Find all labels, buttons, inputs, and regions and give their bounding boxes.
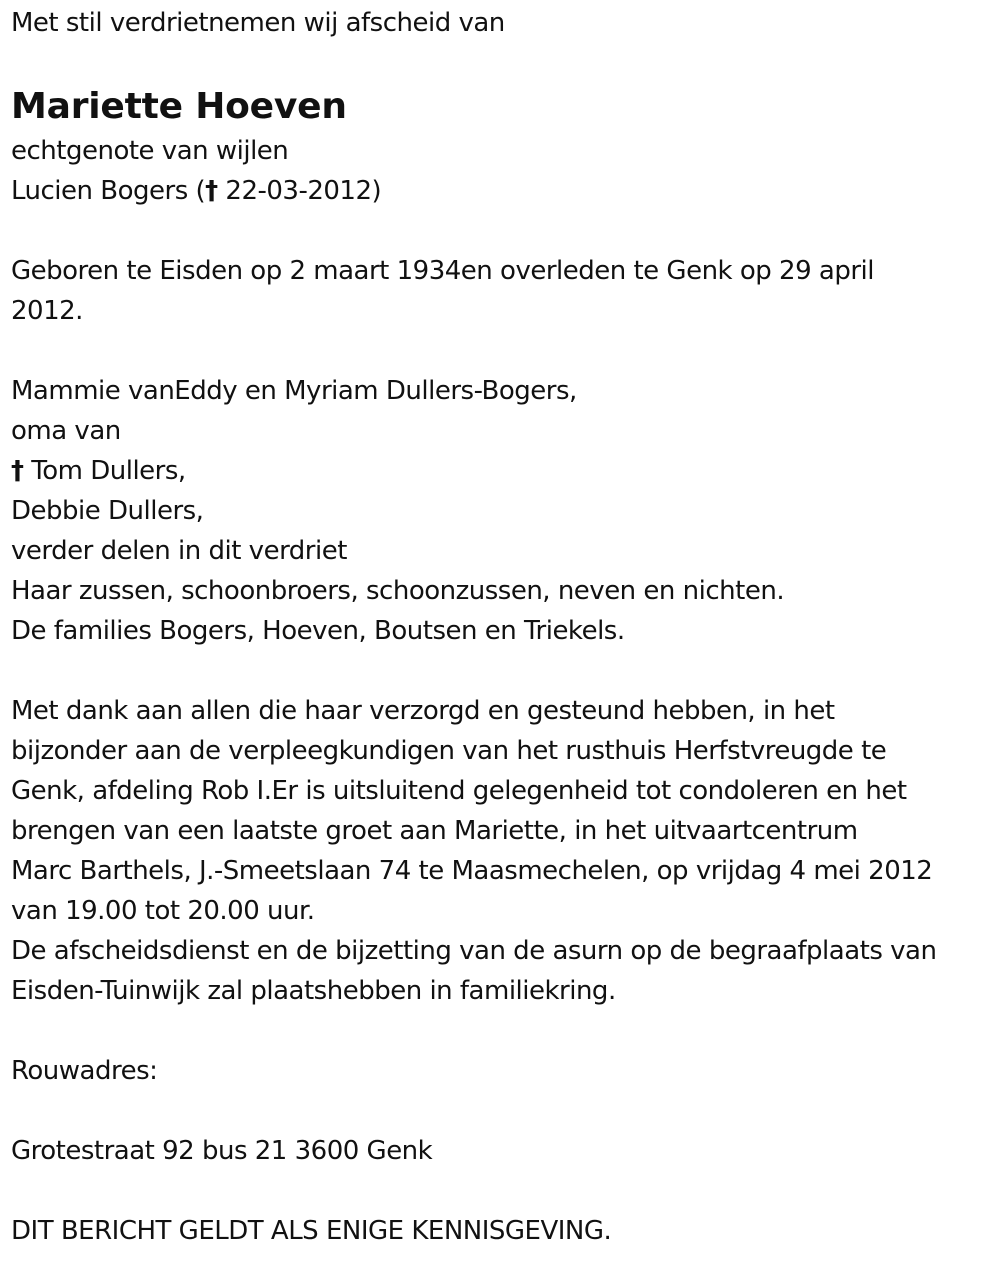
thanks-line-5: Marc Barthels, J.-Smeetslaan 74 te Maasmechelen, op vrijdag 4 mei 2012 <box>11 856 933 886</box>
thanks-line-7: De afscheidsdienst en de bijzetting van de asurn op de begraafplaats van <box>11 936 937 966</box>
spacer <box>11 43 996 83</box>
spouse-line-2-prefix: Lucien Bogers ( <box>11 176 206 206</box>
spacer <box>11 1011 996 1051</box>
spacer <box>11 211 996 251</box>
spacer <box>11 1091 996 1131</box>
spouse-line-1: echtgenote van wijlen <box>11 136 289 166</box>
family-grandchild-1 <box>11 451 996 491</box>
intro-text: Met stil verdrietnemen wij afscheid van <box>11 8 505 38</box>
obituary-notice <box>11 3 996 1251</box>
cross-icon: † <box>11 456 24 486</box>
family-grandchild-2: Debbie Dullers, <box>11 496 204 526</box>
address: Grotestraat 92 bus 21 3600 Genk <box>11 1136 433 1166</box>
thanks-line-3: Genk, afdeling Rob I.Er is uitsluitend gelegenheid tot condoleren en het <box>11 776 907 806</box>
thanks-line-2: bijzonder aan de verpleegkundigen van het rusthuis Herfstvreugde te <box>11 736 887 766</box>
thanks-line-4: brengen van een laatste groet aan Mariette, in het uitvaartcentrum <box>11 816 858 846</box>
cross-icon: † <box>205 176 218 206</box>
family-siblings: Haar zussen, schoonbroers, schoonzussen, neven en nichten. <box>11 576 785 606</box>
birth-line-1: Geboren te Eisden op 2 maart 1934en overleden te Genk op 29 april <box>11 256 874 286</box>
closing-notice: DIT BERICHT GELDT ALS ENIGE KENNISGEVING. <box>11 1216 612 1246</box>
grandchild-1-name: Tom Dullers, <box>23 456 186 486</box>
spacer <box>11 331 996 371</box>
spacer <box>11 1171 996 1211</box>
deceased-name: Mariette Hoeven <box>11 86 347 127</box>
family-grandmother-of: oma van <box>11 416 121 446</box>
spouse-line-2 <box>11 171 996 211</box>
spacer <box>11 651 996 691</box>
family-mother-of: Mammie vanEddy en Myriam Dullers-Bogers, <box>11 376 577 406</box>
family-families: De families Bogers, Hoeven, Boutsen en Triekels. <box>11 616 625 646</box>
birth-line-2: 2012. <box>11 296 83 326</box>
thanks-line-1: Met dank aan allen die haar verzorgd en gesteund hebben, in het <box>11 696 835 726</box>
address-label: Rouwadres: <box>11 1056 158 1086</box>
thanks-line-6: van 19.00 tot 20.00 uur. <box>11 896 315 926</box>
thanks-line-8: Eisden-Tuinwijk zal plaatshebben in familiekring. <box>11 976 616 1006</box>
spouse-line-2-suffix: 22-03-2012) <box>217 176 382 206</box>
family-further: verder delen in dit verdriet <box>11 536 347 566</box>
